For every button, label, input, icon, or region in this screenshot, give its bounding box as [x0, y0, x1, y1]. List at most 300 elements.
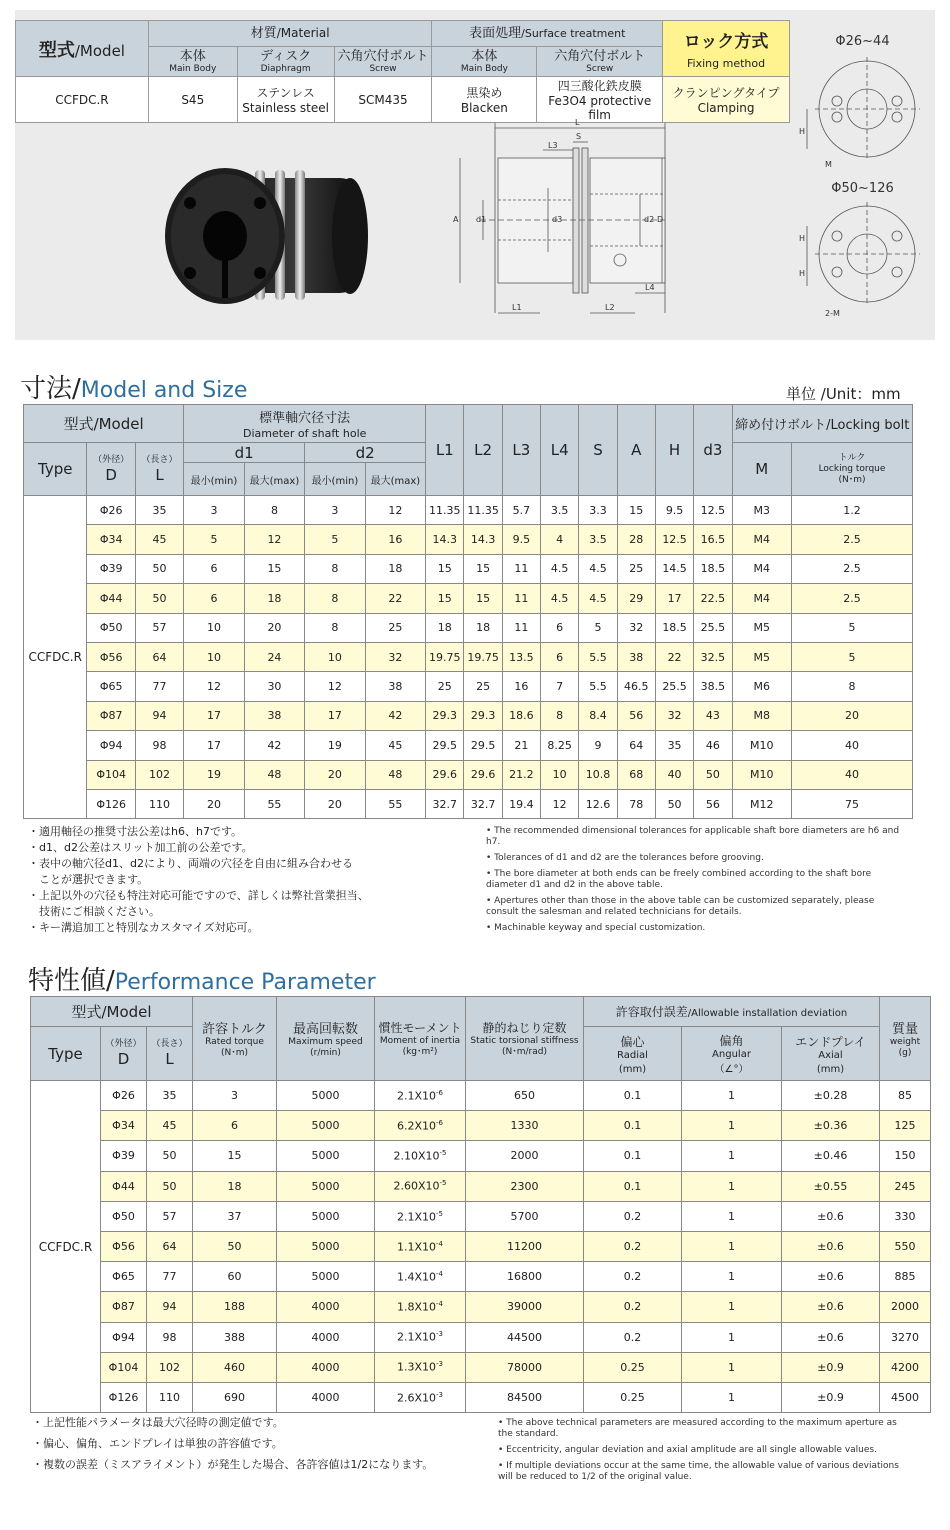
perf-cell-weight: 330 [880, 1201, 931, 1231]
perf-cell-torque: 388 [193, 1322, 277, 1352]
svg-text:A: A [453, 215, 459, 224]
perf-cell-torque: 50 [193, 1231, 277, 1261]
perf-cell-torque: 6 [193, 1111, 277, 1141]
note-en-line: • If multiple deviations occur at the same time, the allowable value of various deviations will be reduced to 1/2 of the original value. [498, 1461, 899, 1482]
size-cell: 32.7 [426, 789, 464, 818]
size-row [24, 760, 913, 789]
size-cell: 17 [184, 701, 244, 730]
perf-cell-l: 35 [147, 1081, 193, 1111]
size-cell: 10 [184, 642, 244, 671]
d2-min-header: 最小(min) [305, 463, 365, 496]
perf-cell-speed: 5000 [277, 1201, 375, 1231]
inertia-header: 慣性モーメント Moment of inertia (kg･m²) [375, 997, 466, 1081]
size-cell: 5 [791, 642, 912, 671]
surface-body-value: 黒染め Blacken [432, 77, 537, 123]
svg-text:M: M [825, 160, 832, 169]
size-cell: 12.5 [655, 525, 693, 554]
perf-cell-weight: 885 [880, 1262, 931, 1292]
size-cell: 110 [135, 789, 183, 818]
perf-cell-inertia: $2.60X10^{-5}$ [375, 1171, 466, 1201]
perf-cell-radial: 0.1 [584, 1171, 682, 1201]
perf-cell-speed: 5000 [277, 1231, 375, 1261]
perf-cell-stiff: 39000 [466, 1292, 584, 1322]
perf-cell-weight: 245 [880, 1171, 931, 1201]
size-cell: 29 [617, 584, 655, 613]
size-cell: 20 [244, 613, 304, 642]
size-cell: Φ56 [87, 642, 135, 671]
size-cell: 11 [502, 554, 540, 583]
size-cell: 11.35 [426, 496, 464, 525]
size-cell: 25 [617, 554, 655, 583]
size-cell: 22.5 [694, 584, 732, 613]
note-ja-line: ・キー溝追加工と特別なカスタマイズ対応可。 [28, 921, 259, 934]
perf-cell-d: Φ126 [101, 1382, 147, 1412]
note-ja-line: ・上記以外の穴径も特注対応可能ですので、詳しくは弊社営業担当、 [28, 889, 369, 902]
size-cell: 64 [135, 642, 183, 671]
size-row [24, 642, 913, 671]
size-cell: Φ94 [87, 731, 135, 760]
size-cell: Φ39 [87, 554, 135, 583]
size-row [24, 584, 913, 613]
fixing-header: ロック方式 Fixing method [663, 21, 790, 77]
size-cell: 8 [244, 496, 304, 525]
size-cell: 46.5 [617, 672, 655, 701]
size-cell: 35 [135, 496, 183, 525]
perf-cell-stiff: 5700 [466, 1201, 584, 1231]
size-cell: 22 [655, 642, 693, 671]
perf-cell-l: 64 [147, 1231, 193, 1261]
note-ja-line: 技術にご相談ください。 [28, 905, 160, 918]
perf-cell-torque: 15 [193, 1141, 277, 1171]
size-cell: 19 [184, 760, 244, 789]
size-cell: M3 [732, 496, 791, 525]
perf-cell-inertia: $2.1X10^{-3}$ [375, 1322, 466, 1352]
perf-cell-angular: 1 [682, 1322, 782, 1352]
size-cell: 5.7 [502, 496, 540, 525]
size-cell: 20 [791, 701, 912, 730]
svg-text:L3: L3 [548, 141, 558, 150]
perf-row [31, 1081, 931, 1111]
size-cell: 42 [244, 731, 304, 760]
size-cell: M4 [732, 525, 791, 554]
perf-cell-d: Φ65 [101, 1262, 147, 1292]
svg-text:H: H [799, 127, 806, 136]
perf-row [31, 1292, 931, 1322]
perf-cell-weight: 550 [880, 1231, 931, 1261]
size-cell: 18.5 [694, 554, 732, 583]
size-row [24, 789, 913, 818]
perf-cell-inertia: $2.1X10^{-5}$ [375, 1201, 466, 1231]
perf-cell-d: Φ87 [101, 1292, 147, 1322]
note-ja-line: ・偏心、偏角、エンドプレイは単独の許容値です。 [32, 1437, 283, 1450]
size-row [24, 554, 913, 583]
perf-cell-radial: 0.2 [584, 1292, 682, 1322]
main-body-value: S45 [148, 77, 237, 123]
perf-cell-d: Φ94 [101, 1322, 147, 1352]
size-cell: 2.5 [791, 584, 912, 613]
surface-screw-value: 四三酸化鉄皮膜 Fe3O4 protective film [537, 77, 663, 123]
perf-cell-weight: 125 [880, 1111, 931, 1141]
perf-cell-l: 110 [147, 1382, 193, 1412]
size-notes-ja [28, 825, 478, 937]
size-cell: Φ87 [87, 701, 135, 730]
perf-notes-en [498, 1418, 913, 1488]
dimension-drawing [440, 118, 670, 333]
size-cell: 38 [617, 642, 655, 671]
perf-cell-angular: 1 [682, 1292, 782, 1322]
size-cell: 48 [365, 760, 426, 789]
size-cell: 4.5 [579, 584, 617, 613]
size-cell: Φ104 [87, 760, 135, 789]
perf-cell-speed: 4000 [277, 1382, 375, 1412]
sub-header-surface-body: 本体 Main Body [432, 47, 537, 77]
perf-cell-angular: 1 [682, 1171, 782, 1201]
perf-cell-d: Φ26 [101, 1081, 147, 1111]
svg-text:d3: d3 [552, 215, 563, 224]
size-cell: 14.3 [426, 525, 464, 554]
size-cell: 38 [244, 701, 304, 730]
size-cell: M10 [732, 760, 791, 789]
perf-cell-axial: ±0.46 [782, 1141, 880, 1171]
diaphragm-value: ステンレス Stainless steel [237, 77, 334, 123]
perf-cell-l: 45 [147, 1111, 193, 1141]
perf-cell-angular: 1 [682, 1201, 782, 1231]
perf-cell-speed: 4000 [277, 1292, 375, 1322]
side-view-small-title: Φ26~44 [835, 34, 890, 49]
perf-cell-speed: 4000 [277, 1352, 375, 1382]
size-row [24, 613, 913, 642]
perf-cell-torque: 460 [193, 1352, 277, 1382]
perf-cell-axial: ±0.6 [782, 1292, 880, 1322]
perf-cell-l: 94 [147, 1292, 193, 1322]
rated-torque-header: 許容トルク Rated torque (N･m) [193, 997, 277, 1081]
perf-cell-radial: 0.1 [584, 1141, 682, 1171]
perf-cell-speed: 5000 [277, 1171, 375, 1201]
size-model-header: 型式/Model [24, 405, 184, 443]
perf-cell-axial: ±0.55 [782, 1171, 880, 1201]
perf-cell-angular: 1 [682, 1352, 782, 1382]
material-model-value: CCFDC.R [16, 77, 149, 123]
size-cell: 12.5 [694, 496, 732, 525]
max-speed-header: 最高回転数 Maximum speed (r/min) [277, 997, 375, 1081]
perf-cell-radial: 0.2 [584, 1201, 682, 1231]
note-en-line: • Tolerances of d1 and d2 are the tolerances before grooving. [486, 853, 764, 863]
size-cell: 20 [305, 789, 365, 818]
perf-cell-axial: ±0.28 [782, 1081, 880, 1111]
note-en-line: • Machinable keyway and special customization. [486, 923, 706, 933]
svg-text:L4: L4 [645, 283, 655, 292]
size-cell: 6 [541, 642, 579, 671]
perf-row [31, 1231, 931, 1261]
size-cell: Φ126 [87, 789, 135, 818]
size-cell: 11.35 [464, 496, 502, 525]
perf-cell-speed: 4000 [277, 1322, 375, 1352]
screw-value: SCM435 [334, 77, 432, 123]
size-cell: 17 [655, 584, 693, 613]
note-en-line: • The bore diameter at both ends can be freely combined according to the shaft bore diameter d1 and d2 in the above table. [486, 869, 872, 890]
perf-cell-torque: 188 [193, 1292, 277, 1322]
perf-cell-angular: 1 [682, 1382, 782, 1412]
size-cell: 77 [135, 672, 183, 701]
size-cell: 3.5 [579, 525, 617, 554]
size-cell: 15 [426, 554, 464, 583]
perf-cell-stiff: 16800 [466, 1262, 584, 1292]
size-cell: 45 [365, 731, 426, 760]
weight-header: 質量 weight (g) [880, 997, 931, 1081]
size-cell: Φ34 [87, 525, 135, 554]
perf-row [31, 1262, 931, 1292]
perf-cell-weight: 150 [880, 1141, 931, 1171]
note-ja-line: ・d1、d2公差はスリット加工前の公差です。 [28, 841, 253, 854]
size-cell: M4 [732, 584, 791, 613]
perf-cell-torque: 690 [193, 1382, 277, 1412]
d1-header: d1 [184, 443, 305, 463]
note-en-line: • The above technical parameters are measured according to the maximum aperture as the standard. [498, 1418, 897, 1439]
size-cell: 22 [365, 584, 426, 613]
size-cell: 17 [184, 731, 244, 760]
size-cell: 15 [617, 496, 655, 525]
perf-cell-l: 98 [147, 1322, 193, 1352]
size-cell: 28 [617, 525, 655, 554]
size-cell: 12.6 [579, 789, 617, 818]
size-cell: 9 [579, 731, 617, 760]
perf-cell-d: Φ44 [101, 1171, 147, 1201]
perf-cell-inertia: $1.4X10^{-4}$ [375, 1262, 466, 1292]
size-cell: 13.5 [502, 642, 540, 671]
svg-text:L1: L1 [512, 303, 522, 312]
bolt-m-header: M [732, 443, 791, 496]
size-cell: 55 [244, 789, 304, 818]
perf-cell-radial: 0.1 [584, 1111, 682, 1141]
size-cell: 32 [655, 701, 693, 730]
len-header: （長さ） L [135, 443, 183, 496]
size-cell: 8 [305, 613, 365, 642]
perf-cell-angular: 1 [682, 1081, 782, 1111]
size-cell: 4.5 [541, 584, 579, 613]
size-cell: M5 [732, 613, 791, 642]
perf-cell-angular: 1 [682, 1262, 782, 1292]
perf-len-header: （長さ） L [147, 1027, 193, 1081]
size-cell: 50 [694, 760, 732, 789]
size-cell: 18 [464, 613, 502, 642]
svg-text:d2: d2 [644, 215, 655, 224]
svg-text:L2: L2 [605, 303, 615, 312]
svg-text:H: H [799, 269, 806, 278]
size-cell: 2.5 [791, 554, 912, 583]
size-cell: Φ44 [87, 584, 135, 613]
perf-row [31, 1201, 931, 1231]
perf-cell-l: 77 [147, 1262, 193, 1292]
col-a: A [617, 405, 655, 496]
note-ja-line: ことが選択できます。 [28, 873, 149, 886]
perf-cell-speed: 5000 [277, 1141, 375, 1171]
size-cell: 17 [305, 701, 365, 730]
col-h: H [655, 405, 693, 496]
deviation-header: 許容取付誤差/Allowable installation deviation [584, 997, 880, 1027]
size-cell: 35 [655, 731, 693, 760]
size-notes-en [486, 826, 906, 939]
perf-cell-radial: 0.2 [584, 1231, 682, 1261]
perf-cell-weight: 4200 [880, 1352, 931, 1382]
size-row [24, 672, 913, 701]
perf-cell-stiff: 11200 [466, 1231, 584, 1261]
model-header: 型式/Model [16, 21, 149, 77]
perf-notes-ja [32, 1416, 482, 1474]
perf-cell-weight: 3270 [880, 1322, 931, 1352]
size-cell: 50 [655, 789, 693, 818]
size-cell: 3 [305, 496, 365, 525]
angular-header: 偏角 Angular （∠°） [682, 1027, 782, 1081]
perf-cell-axial: ±0.6 [782, 1262, 880, 1292]
size-cell: 14.3 [464, 525, 502, 554]
note-ja-line: ・複数の誤差（ミスアライメント）が発生した場合、各許容値は1/2になります。 [32, 1458, 434, 1471]
size-cell: 25 [365, 613, 426, 642]
size-cell: 3.3 [579, 496, 617, 525]
svg-text:d1: d1 [476, 215, 487, 224]
col-l2: L2 [464, 405, 502, 496]
size-cell: 18.5 [655, 613, 693, 642]
col-d3: d3 [694, 405, 732, 496]
size-cell: 29.3 [464, 701, 502, 730]
d1-max-header: 最大(max) [244, 463, 304, 496]
perf-cell-weight: 2000 [880, 1292, 931, 1322]
perf-row [31, 1111, 931, 1141]
perf-cell-axial: ±0.9 [782, 1382, 880, 1412]
perf-cell-angular: 1 [682, 1231, 782, 1261]
shaft-hole-header: 標準軸穴径寸法 Diameter of shaft hole [184, 405, 426, 443]
size-cell: 12 [244, 525, 304, 554]
perf-type-cell: CCFDC.R [31, 1081, 101, 1413]
size-cell: 14.5 [655, 554, 693, 583]
perf-cell-d: Φ50 [101, 1201, 147, 1231]
size-cell: 11 [502, 584, 540, 613]
side-view-large-title: Φ50~126 [831, 181, 894, 196]
perf-cell-d: Φ104 [101, 1352, 147, 1382]
size-cell: 16 [502, 672, 540, 701]
size-cell: 3 [184, 496, 244, 525]
size-cell: 11 [502, 613, 540, 642]
size-cell: 38 [365, 672, 426, 701]
size-cell: 94 [135, 701, 183, 730]
perf-cell-radial: 0.1 [584, 1081, 682, 1111]
perf-cell-axial: ±0.9 [782, 1352, 880, 1382]
od-header: （外径） D [87, 443, 135, 496]
perf-cell-stiff: 650 [466, 1081, 584, 1111]
col-s: S [579, 405, 617, 496]
size-cell: 19.4 [502, 789, 540, 818]
sub-header-diaphragm: ディスク Diaphragm [237, 47, 334, 77]
size-cell: 18 [365, 554, 426, 583]
svg-text:S: S [576, 132, 582, 141]
size-cell: 29.3 [426, 701, 464, 730]
size-cell: 10.8 [579, 760, 617, 789]
size-cell: 5.5 [579, 642, 617, 671]
size-cell: 8 [541, 701, 579, 730]
size-cell: 9.5 [502, 525, 540, 554]
size-cell: 40 [791, 760, 912, 789]
size-cell: 25 [426, 672, 464, 701]
perf-cell-l: 57 [147, 1201, 193, 1231]
size-cell: 9.5 [655, 496, 693, 525]
col-l1: L1 [426, 405, 464, 496]
size-cell: 32 [365, 642, 426, 671]
fixing-value: クランピングタイプ Clamping [663, 77, 790, 123]
size-cell: 25.5 [655, 672, 693, 701]
size-cell: 50 [135, 554, 183, 583]
size-cell: 21.2 [502, 760, 540, 789]
size-cell: 25.5 [694, 613, 732, 642]
col-l3: L3 [502, 405, 540, 496]
size-row [24, 496, 913, 525]
size-cell: 12 [184, 672, 244, 701]
size-cell: 29.6 [426, 760, 464, 789]
size-cell: M12 [732, 789, 791, 818]
perf-cell-stiff: 44500 [466, 1322, 584, 1352]
material-table [15, 20, 790, 123]
perf-row [31, 1171, 931, 1201]
perf-row [31, 1141, 931, 1171]
size-cell: 29.5 [464, 731, 502, 760]
size-cell: 75 [791, 789, 912, 818]
size-cell: 8.25 [541, 731, 579, 760]
size-cell: 78 [617, 789, 655, 818]
perf-cell-torque: 3 [193, 1081, 277, 1111]
size-cell: 15 [464, 554, 502, 583]
svg-text:L: L [575, 118, 580, 127]
unit-label: 単位 /Unit：mm [786, 385, 901, 403]
perf-cell-speed: 5000 [277, 1081, 375, 1111]
perf-cell-radial: 0.25 [584, 1352, 682, 1382]
perf-cell-inertia: $1.8X10^{-4}$ [375, 1292, 466, 1322]
perf-cell-torque: 60 [193, 1262, 277, 1292]
size-cell: M8 [732, 701, 791, 730]
size-cell: 5 [305, 525, 365, 554]
note-ja-line: ・適用軸径の推奨寸法公差はh6、h7です。 [28, 825, 243, 838]
size-cell: 12 [305, 672, 365, 701]
type-header: Type [24, 443, 87, 496]
stiffness-header: 静的ねじり定数 Static torsional stiffness (N･m/rad) [466, 997, 584, 1081]
size-cell: 56 [694, 789, 732, 818]
perf-cell-inertia: $2.1X10^{-6}$ [375, 1081, 466, 1111]
size-cell: 6 [184, 554, 244, 583]
size-cell: 50 [135, 584, 183, 613]
size-cell: 46 [694, 731, 732, 760]
perf-cell-axial: ±0.6 [782, 1322, 880, 1352]
size-cell: 19.75 [426, 642, 464, 671]
size-cell: 6 [184, 584, 244, 613]
size-cell: 3.5 [541, 496, 579, 525]
perf-cell-d: Φ56 [101, 1231, 147, 1261]
size-cell: 64 [617, 731, 655, 760]
perf-cell-angular: 1 [682, 1111, 782, 1141]
size-cell: 19 [305, 731, 365, 760]
size-cell: 10 [541, 760, 579, 789]
size-cell: 15 [426, 584, 464, 613]
perf-cell-l: 50 [147, 1141, 193, 1171]
size-cell: 32.7 [464, 789, 502, 818]
perf-od-header: （外径） D [101, 1027, 147, 1081]
size-cell: 19.75 [464, 642, 502, 671]
size-cell: 45 [135, 525, 183, 554]
size-cell: 56 [617, 701, 655, 730]
perf-model-header: 型式/Model [31, 997, 193, 1027]
perf-cell-speed: 5000 [277, 1111, 375, 1141]
col-l4: L4 [541, 405, 579, 496]
size-cell: M4 [732, 554, 791, 583]
size-cell: 18 [244, 584, 304, 613]
side-view-drawings [795, 34, 930, 334]
size-cell: 20 [184, 789, 244, 818]
